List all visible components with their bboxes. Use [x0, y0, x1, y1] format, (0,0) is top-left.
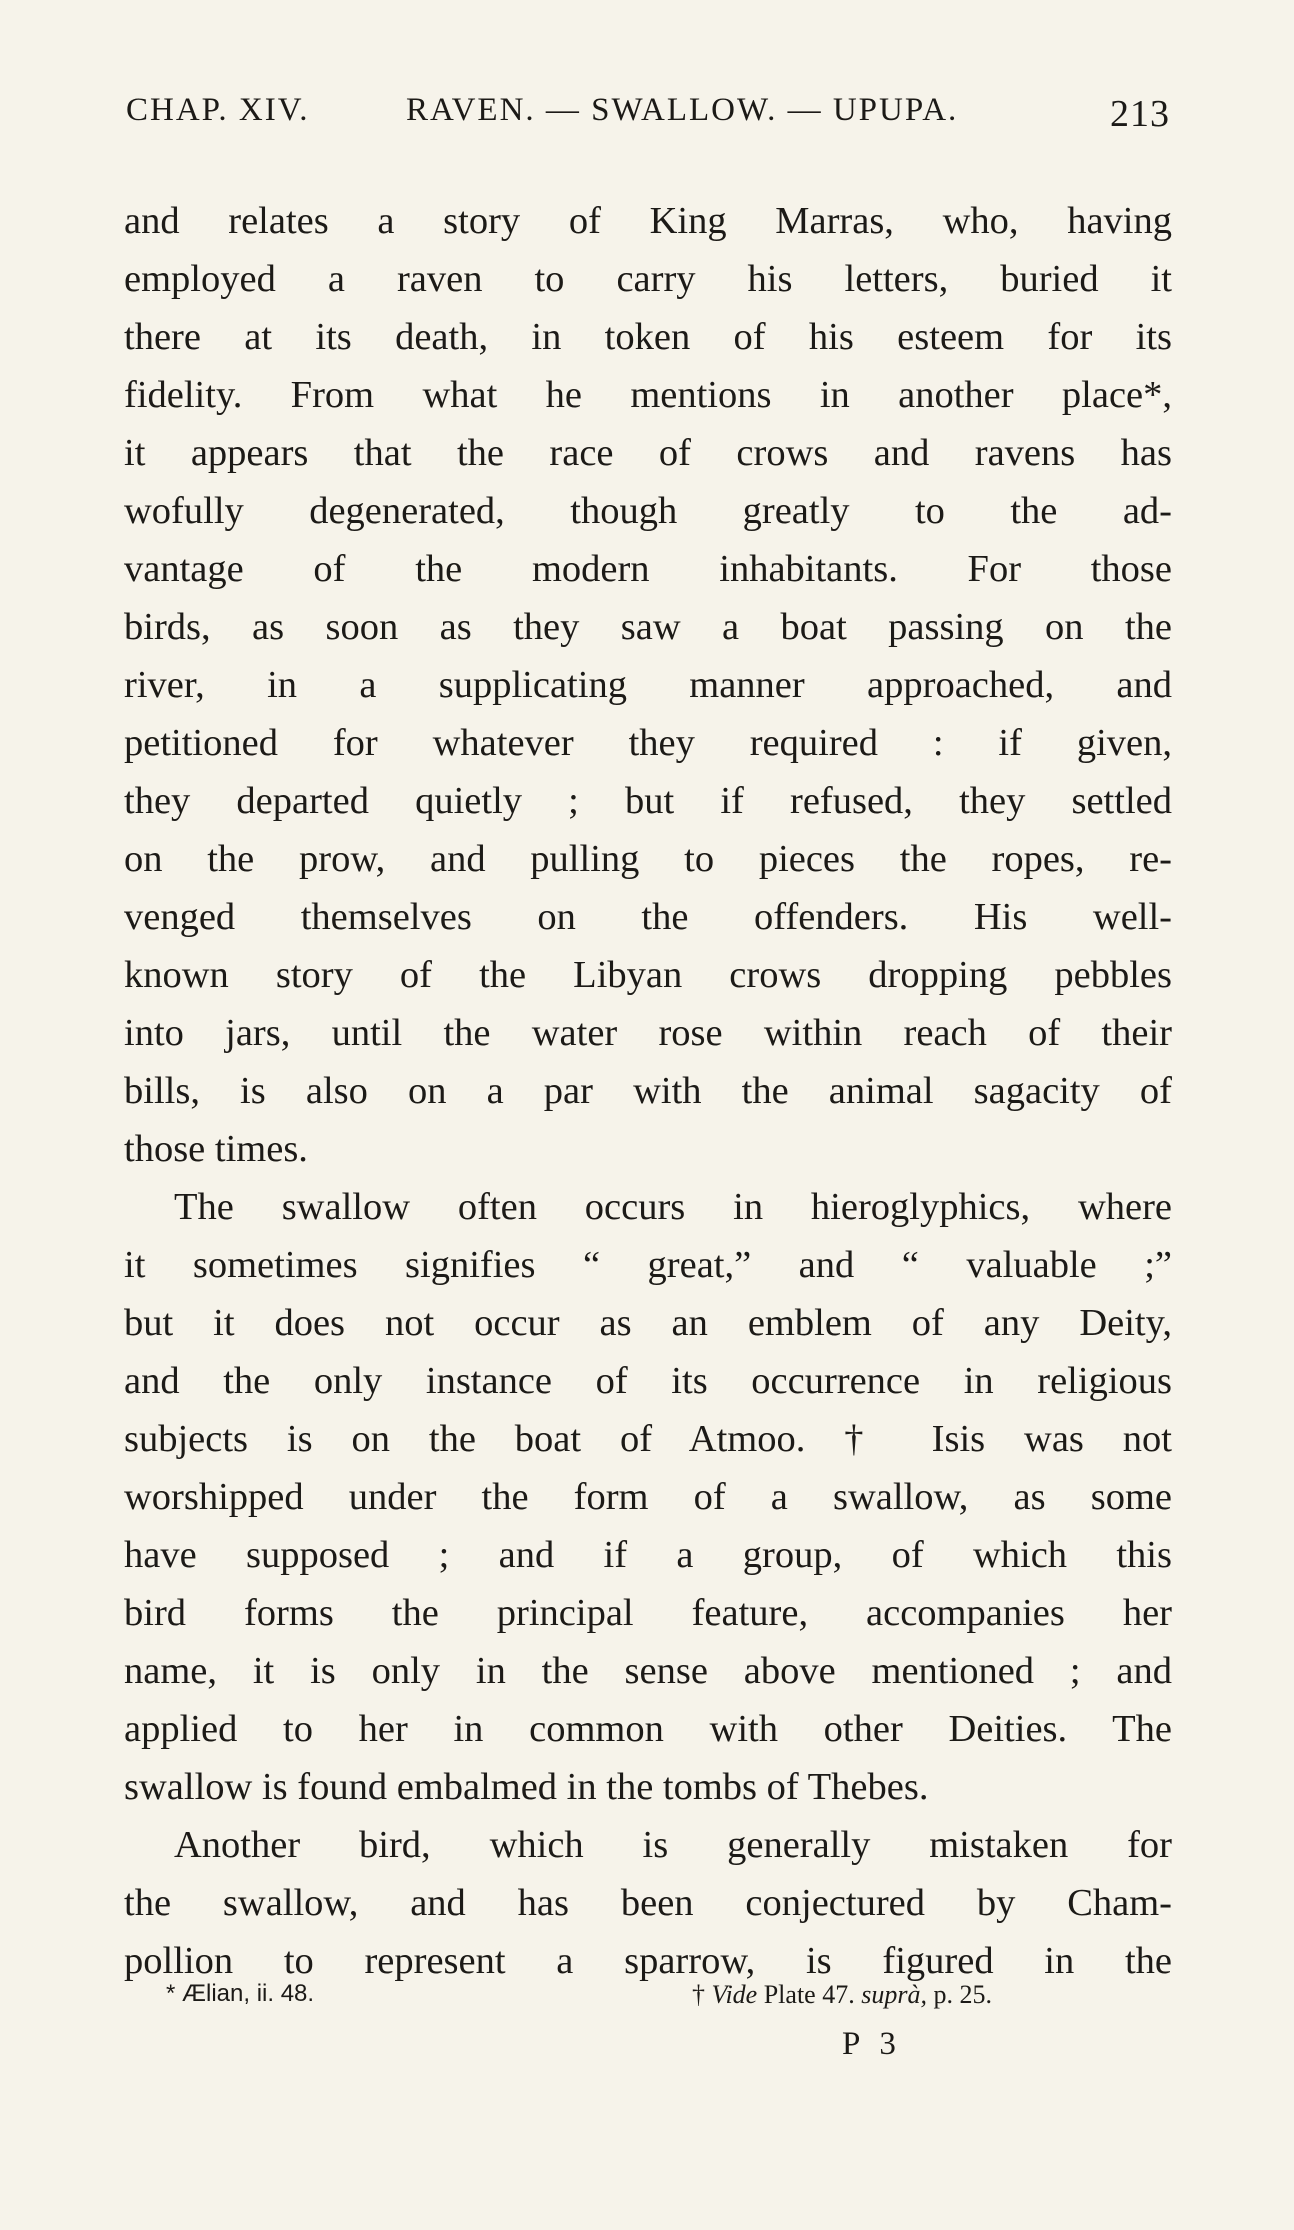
running-head	[126, 92, 1170, 142]
chapter-label: CHAP. XIV.	[126, 92, 310, 128]
text-line: they departed quietly ; but if refused, they settled	[124, 780, 1172, 822]
text-line: there at its death, in token of his esteem for its	[124, 316, 1172, 358]
text-line: bird forms the principal feature, accompanies her	[124, 1592, 1172, 1634]
text-line: but it does not occur as an emblem of any Deity,	[124, 1302, 1172, 1344]
footnote-supra: suprà,	[861, 1980, 927, 2009]
footnote-plate-text: Plate 47.	[763, 1980, 855, 2009]
text-line: birds, as soon as they saw a boat passing on the	[124, 606, 1172, 648]
text-line: river, in a supplicating manner approached, and	[124, 664, 1172, 706]
text-line: on the prow, and pulling to pieces the ropes, re-	[124, 838, 1172, 880]
text-line: petitioned for whatever they required : if given,	[124, 722, 1172, 764]
text-line: it sometimes signifies “ great,” and “ valuable ;”	[124, 1244, 1172, 1286]
text-line: bills, is also on a par with the animal sagacity of	[124, 1070, 1172, 1112]
text-line: pollion to represent a sparrow, is figured in the	[124, 1940, 1172, 1982]
text-line: known story of the Libyan crows dropping pebbles	[124, 954, 1172, 996]
text-line: vantage of the modern inhabitants. For those	[124, 548, 1172, 590]
paragraph-first-line: Another bird, which is generally mistaken for	[174, 1824, 1172, 1866]
footnote-aelian: * Ælian, ii. 48.	[166, 1980, 315, 2007]
signature-mark: P 3	[842, 2026, 902, 2062]
text-line: venged themselves on the offenders. His well-	[124, 896, 1172, 938]
text-line: into jars, until the water rose within reach of their	[124, 1012, 1172, 1054]
footnote-vide: Vide	[711, 1980, 758, 2009]
text-line: employed a raven to carry his letters, buried it	[124, 258, 1172, 300]
text-line: it appears that the race of crows and ravens has	[124, 432, 1172, 474]
text-line: and relates a story of King Marras, who, having	[124, 200, 1172, 242]
paragraph-first-line: The swallow often occurs in hieroglyphics, where	[174, 1186, 1172, 1228]
text-line: applied to her in common with other Deities. The	[124, 1708, 1172, 1750]
page-number: 213	[1110, 93, 1170, 135]
text-line: wofully degenerated, though greatly to the ad-	[124, 490, 1172, 532]
text-line: swallow is found embalmed in the tombs of Thebes.	[124, 1766, 929, 1808]
text-line: fidelity. From what he mentions in another place*,	[124, 374, 1172, 416]
dagger-mark: †	[692, 1980, 705, 2009]
text-line: those times.	[124, 1128, 308, 1170]
text-line: the swallow, and has been conjectured by Cham-	[124, 1882, 1172, 1924]
footnotes	[166, 1980, 1166, 2020]
footnote-plate	[692, 1980, 992, 2010]
text-line: subjects is on the boat of Atmoo. † Isis was not	[124, 1418, 1172, 1460]
text-line: worshipped under the form of a swallow, as some	[124, 1476, 1172, 1518]
text-line: and the only instance of its occurrence in religious	[124, 1360, 1172, 1402]
section-title: RAVEN. — SWALLOW. — UPUPA.	[406, 92, 959, 128]
text-line: name, it is only in the sense above mentioned ; and	[124, 1650, 1172, 1692]
footnote-page: p. 25.	[933, 1980, 992, 2009]
body-text	[124, 192, 1172, 1990]
text-line: have supposed ; and if a group, of which this	[124, 1534, 1172, 1576]
